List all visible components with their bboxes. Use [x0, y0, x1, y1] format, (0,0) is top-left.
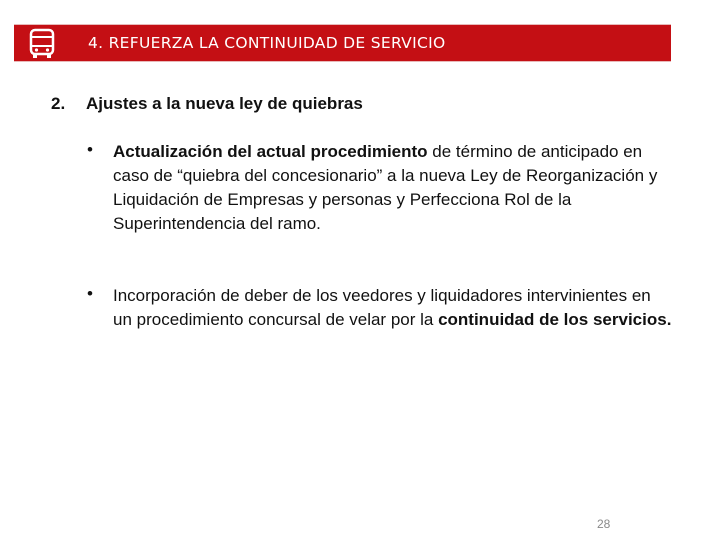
- section-number: 2.: [51, 94, 66, 113]
- header-title: 4. REFUERZA LA CONTINUIDAD DE SERVICIO: [88, 34, 446, 52]
- bullet-2-bold-tail: continuidad de los servicios.: [438, 310, 672, 329]
- bullet-text-1: [113, 140, 673, 236]
- bullet-marker: •: [87, 284, 93, 303]
- page-number: 28: [597, 517, 611, 531]
- section-header-bar: [14, 24, 671, 62]
- bullet-1-bold-lead: Actualización del actual procedimiento: [113, 142, 428, 161]
- bus-icon: [28, 28, 56, 60]
- section-title: Ajustes a la nueva ley de quiebras: [86, 94, 363, 113]
- bullet-1-text: de término de anticipado en caso de “quiebra del concesionario” a la nueva Ley de Reorganización y Liquidación de Empresas y personas y Perfecciona Rol de la Superintendencia del ramo.: [113, 142, 658, 233]
- bullet-2-text: Incorporación de deber de los veedores y liquidadores intervinientes en un procedimiento concursal de velar por la: [113, 286, 651, 329]
- bullet-marker: •: [87, 140, 93, 159]
- bullet-text-2: [113, 284, 673, 332]
